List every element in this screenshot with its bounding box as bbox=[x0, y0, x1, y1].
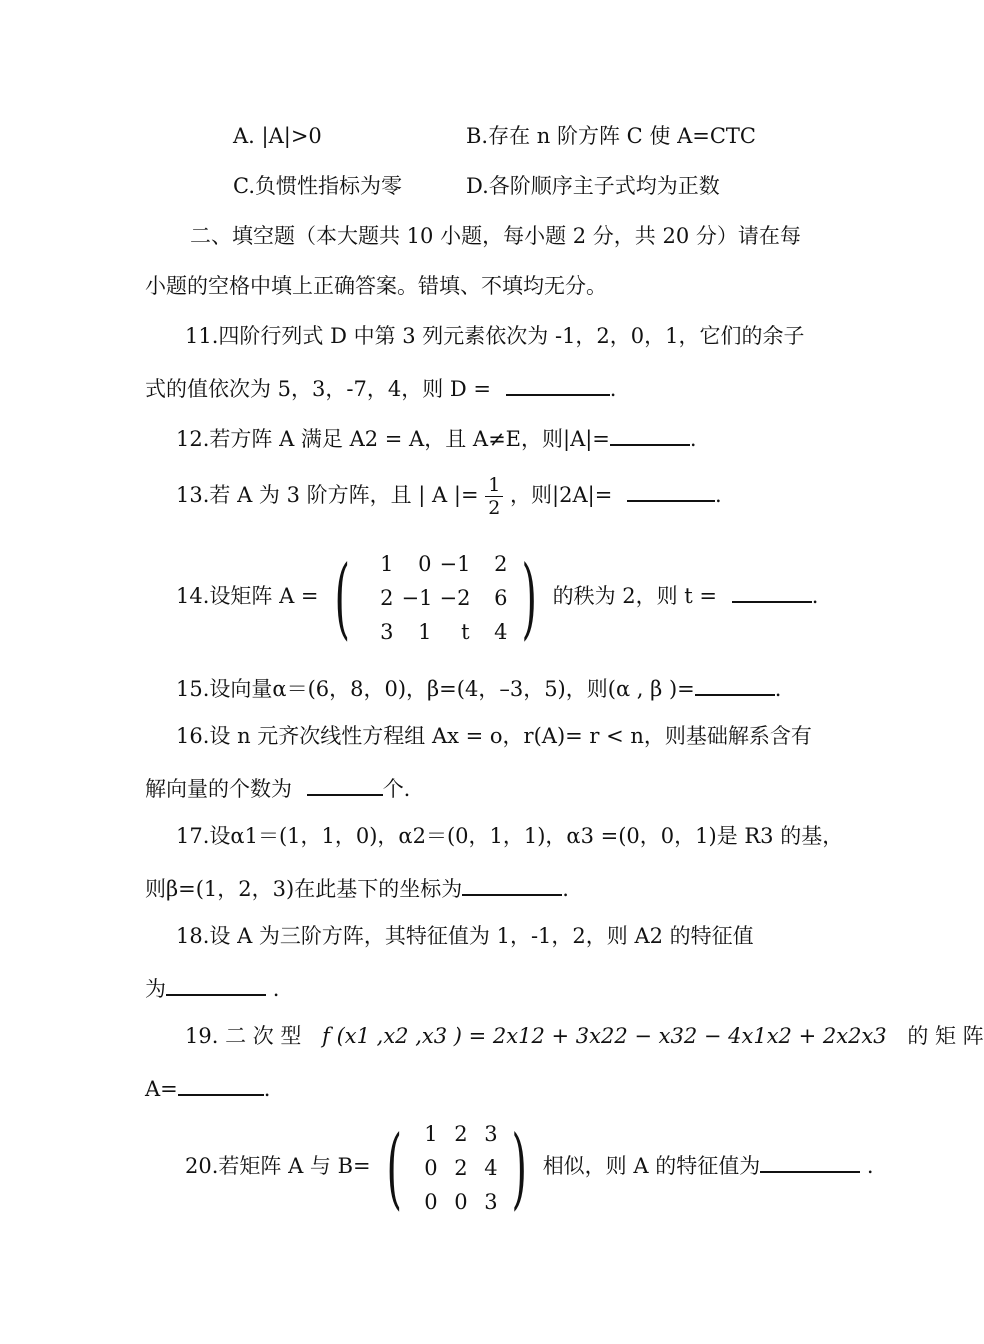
option-c: C.负惯性指标为零 bbox=[233, 174, 402, 198]
left-paren: ( bbox=[386, 1115, 403, 1219]
q20-matrix-cells bbox=[412, 1117, 502, 1219]
q18-line1: 18.设 A 为三阶方阵，其特征值为 1，-1，2，则 A2 的特征值 bbox=[176, 924, 754, 948]
section2-heading: 二、填空题（本大题共 10 小题，每小题 2 分，共 20 分）请在每 bbox=[190, 224, 801, 248]
q20-answer-blank[interactable] bbox=[760, 1149, 860, 1173]
q11-answer-blank[interactable] bbox=[506, 372, 610, 396]
matrix-cell: 0 bbox=[418, 551, 432, 576]
matrix-cell: 2 bbox=[454, 1121, 468, 1146]
q14-period: . bbox=[811, 584, 819, 608]
matrix-cell: 2 bbox=[494, 551, 508, 576]
matrix-cell: 6 bbox=[494, 585, 508, 610]
q17-line2 bbox=[145, 872, 569, 903]
q13-numerator: 1 bbox=[485, 474, 503, 497]
q19-answer-blank[interactable] bbox=[178, 1072, 264, 1096]
q17-period: . bbox=[562, 877, 569, 901]
q19-line1 bbox=[185, 1022, 984, 1050]
q17-line1: 17.设α1＝(1，1，0)，α2＝(0，1，1)，α3 =(0，0，1)是 R3 的基， bbox=[176, 824, 844, 848]
matrix-cell: t bbox=[461, 619, 470, 644]
q20 bbox=[185, 1116, 874, 1219]
q15-text: 15.设向量α＝(6，8，0)，β=(4，–3，5)，则(α , β )= bbox=[176, 677, 695, 701]
q14-answer-blank[interactable] bbox=[732, 579, 812, 603]
matrix-cell: 3 bbox=[380, 619, 394, 644]
matrix-cell: −1 bbox=[401, 585, 433, 610]
left-paren: ( bbox=[334, 545, 351, 649]
section2-instructions: 小题的空格中填上正确答案。错填、不填均无分。 bbox=[145, 274, 607, 298]
matrix-cell: 1 bbox=[424, 1121, 438, 1146]
q18-answer-blank[interactable] bbox=[166, 972, 266, 996]
matrix-cell: −2 bbox=[439, 585, 471, 610]
q18-period: . bbox=[272, 977, 280, 1001]
q12-period: . bbox=[689, 427, 697, 451]
matrix-cell: 4 bbox=[494, 619, 508, 644]
q18-line2 bbox=[145, 972, 279, 1003]
q19-line2 bbox=[145, 1072, 270, 1103]
q13-denominator: 2 bbox=[488, 497, 501, 519]
q13-period: . bbox=[715, 483, 722, 507]
q12-text: 12.若方阵 A 满足 A2 = A，且 A≠E，则|A|= bbox=[176, 427, 610, 451]
matrix-cell: 4 bbox=[484, 1155, 498, 1180]
q14-matrix-cells bbox=[360, 547, 512, 649]
q15-answer-blank[interactable] bbox=[695, 672, 775, 696]
q20-period: . bbox=[866, 1154, 874, 1178]
q11-line1: 11.四阶行列式 D 中第 3 列元素依次为 -1，2，0，1，它们的余子 bbox=[185, 324, 805, 348]
q14-text-post: 的秩为 2，则 t = bbox=[552, 584, 717, 608]
right-paren: ) bbox=[520, 545, 537, 649]
q19-period: . bbox=[263, 1077, 271, 1101]
q14-matrix bbox=[325, 547, 546, 649]
q17-answer-blank[interactable] bbox=[462, 872, 562, 896]
q11-period: . bbox=[609, 377, 617, 401]
q17-text: 则β=(1，2，3)在此基下的坐标为 bbox=[145, 877, 463, 901]
q16-answer-blank[interactable] bbox=[307, 772, 383, 796]
q20-text: 20.若矩阵 A 与 B= bbox=[185, 1154, 371, 1178]
q19-text-post: 的 矩 阵 bbox=[907, 1024, 984, 1048]
matrix-cell: 1 bbox=[380, 551, 394, 576]
q11-line2 bbox=[145, 372, 616, 403]
q19-quadratic-form: f (x1 ,x2 ,x3 ) = 2x12 + 3x22 − x32 − 4x1x2 + 2x2x3 bbox=[322, 1024, 887, 1048]
q11-text: 式的值依次为 5，3，-7，4，则 D = bbox=[145, 377, 491, 401]
option-d: D.各阶顺序主子式均为正数 bbox=[466, 174, 720, 198]
q16-line1: 16.设 n 元齐次线性方程组 Ax = o，r(A)= r < n，则基础解系含有 bbox=[176, 724, 812, 748]
q20-matrix bbox=[377, 1117, 536, 1219]
q16-tail: 个. bbox=[382, 777, 411, 801]
q12-answer-blank[interactable] bbox=[610, 422, 690, 446]
matrix-cell: 0 bbox=[424, 1155, 438, 1180]
q13-text: 13.若 A 为 3 阶方阵，且 | A |= bbox=[176, 483, 479, 507]
q13-fraction bbox=[485, 474, 503, 519]
matrix-cell: 3 bbox=[484, 1121, 498, 1146]
matrix-cell: 0 bbox=[454, 1189, 468, 1214]
q15-period: . bbox=[774, 677, 782, 701]
right-paren: ) bbox=[511, 1115, 527, 1219]
matrix-cell: −1 bbox=[439, 551, 471, 576]
q13 bbox=[176, 470, 722, 520]
matrix-cell: 2 bbox=[380, 585, 394, 610]
q20-text-post: 相似，则 A 的特征值为 bbox=[542, 1154, 761, 1178]
q12 bbox=[176, 422, 697, 453]
matrix-cell: 0 bbox=[424, 1189, 438, 1214]
matrix-cell: 3 bbox=[484, 1189, 498, 1214]
q14-text: 14.设矩阵 A = bbox=[176, 584, 319, 608]
q15 bbox=[176, 672, 781, 703]
q13-answer-blank[interactable] bbox=[627, 478, 715, 502]
q13-text-post: ，则|2A|= bbox=[510, 483, 613, 507]
option-a: A. |A|>0 bbox=[233, 124, 322, 148]
q19-label: A= bbox=[145, 1077, 178, 1101]
q18-text: 为 bbox=[145, 977, 166, 1001]
q19-text: 19. 二 次 型 bbox=[185, 1024, 302, 1048]
q16-text: 解向量的个数为 bbox=[145, 777, 292, 801]
q14 bbox=[176, 546, 818, 649]
q16-line2 bbox=[145, 772, 410, 803]
matrix-cell: 2 bbox=[454, 1155, 468, 1180]
matrix-cell: 1 bbox=[418, 619, 432, 644]
option-b: B.存在 n 阶方阵 C 使 A=CTC bbox=[466, 124, 756, 148]
